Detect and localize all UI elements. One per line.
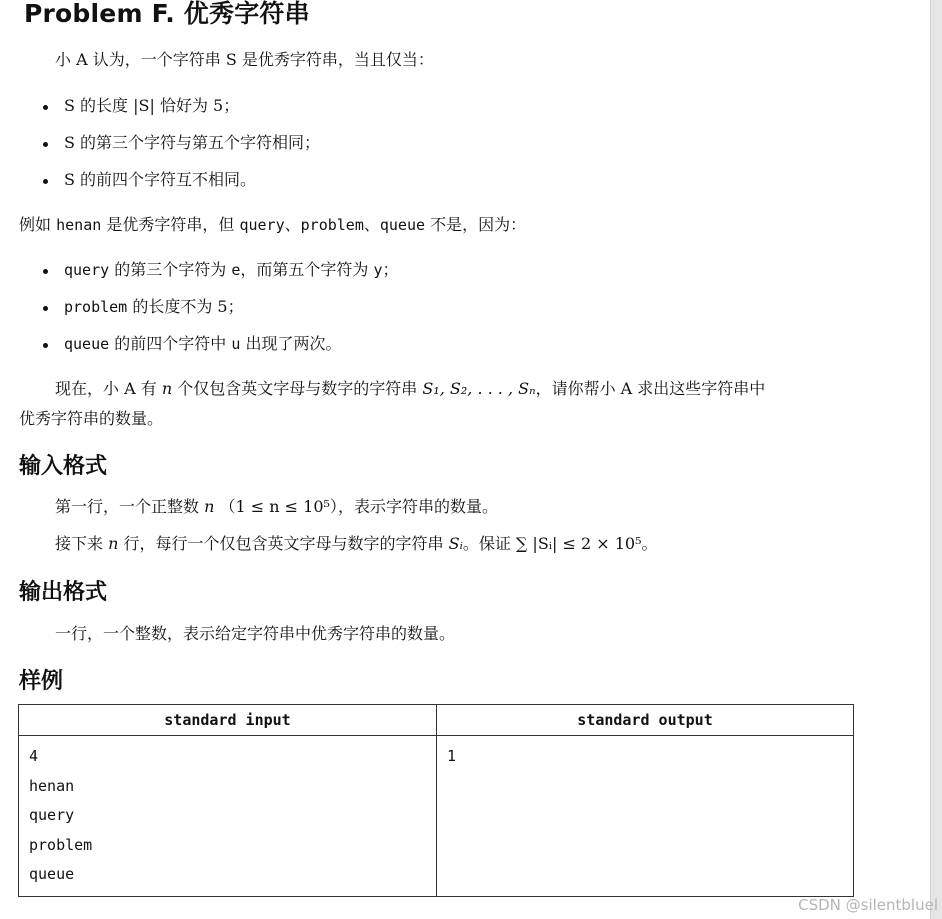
page-title: Problem F. 优秀字符串: [24, 0, 310, 28]
condition-text: S 的长度 |S| 恰好为 5；: [64, 96, 240, 115]
text: ；: [382, 260, 399, 279]
text: ，请你帮小 A 求出这些字符串中: [535, 379, 766, 398]
condition-item: [40, 170, 256, 190]
condition-text: S 的第三个字符与第五个字符相同；: [64, 133, 321, 152]
condition-item: [40, 96, 239, 116]
text: 现在，小 A 有: [55, 379, 157, 398]
text: ，表示字符串的数量。: [337, 497, 498, 516]
math-sum: ∑ |Sᵢ| ≤ 2 × 10⁵: [515, 534, 642, 553]
code-word: query: [239, 216, 285, 234]
text: 的前四个字符中: [114, 334, 227, 353]
text: 不是，因为：: [430, 215, 527, 234]
task-line: [19, 374, 849, 404]
math-seq: S₁, S₂, . . . , Sₙ: [422, 379, 536, 398]
text: 、: [284, 215, 301, 234]
sample-header-row: [19, 705, 854, 736]
text: 个仅包含英文字母与数字的字符串: [177, 379, 418, 398]
math-var: n: [204, 497, 215, 516]
condition-text: S 的前四个字符互不相同。: [64, 170, 257, 189]
code-word: queue: [379, 216, 426, 234]
sample-body-row: [19, 736, 854, 897]
reason-item: [40, 334, 342, 354]
sample-table: [18, 704, 854, 897]
code-word: queue: [64, 335, 110, 353]
sample-input-cell: [19, 736, 437, 897]
condition-item: [40, 133, 320, 153]
sample-output-line: 1: [447, 747, 457, 765]
text: 例如: [19, 215, 52, 234]
sample-input-line: queue: [29, 865, 75, 883]
code-word: henan: [56, 216, 102, 234]
sample-heading: 样例: [19, 669, 64, 694]
scrollbar-track[interactable]: [930, 0, 942, 919]
input-format-heading: 输入格式: [19, 454, 108, 479]
code-word: problem: [300, 216, 364, 234]
reason-item: [40, 297, 244, 317]
text: 的长度不为 5；: [132, 297, 244, 316]
reason-item: [40, 260, 399, 280]
output-format-heading: 输出格式: [19, 580, 108, 605]
text: 。: [641, 534, 658, 553]
task-paragraph: [19, 374, 849, 434]
watermark: CSDN @silentbluel: [798, 896, 938, 914]
output-format-line: 一行，一个整数，表示给定字符串中优秀字符串的数量。: [55, 624, 456, 643]
code-word: query: [64, 261, 110, 279]
intro-paragraph: 小 A 认为，一个字符串 S 是优秀字符串，当且仅当：: [55, 50, 434, 69]
code-char: e: [231, 261, 241, 279]
code-char: u: [231, 335, 241, 353]
text: 接下来: [55, 534, 104, 553]
text: 是优秀字符串，但: [106, 215, 235, 234]
text: 第一行，一个正整数: [55, 497, 200, 516]
sample-output-cell: [437, 736, 854, 897]
math-range: （1 ≤ n ≤ 10⁵）: [219, 497, 338, 516]
sample-input-line: query: [29, 806, 75, 824]
code-word: problem: [64, 298, 128, 316]
input-header: standard input: [19, 705, 437, 736]
text: ，而第五个字符为: [240, 260, 369, 279]
sample-input-line: henan: [29, 776, 75, 795]
math-var: n: [108, 534, 119, 553]
code-char: y: [373, 261, 383, 279]
math-var: n: [161, 379, 173, 398]
text: 。保证: [462, 534, 511, 553]
text: 行，每行一个仅包含英文字母与数字的字符串: [123, 534, 444, 553]
example-sentence: [19, 215, 526, 235]
task-line: 优秀字符串的数量。: [19, 409, 164, 428]
text: 出现了两次。: [245, 334, 342, 353]
sample-input-line: 4: [29, 747, 39, 765]
math-var: Sᵢ: [448, 534, 463, 553]
input-format-line: [55, 497, 498, 517]
text: 、: [363, 215, 380, 234]
sample-input-line: problem: [29, 835, 93, 854]
input-format-line: [55, 534, 658, 554]
output-header: standard output: [437, 705, 854, 736]
text: 的第三个字符为: [114, 260, 227, 279]
